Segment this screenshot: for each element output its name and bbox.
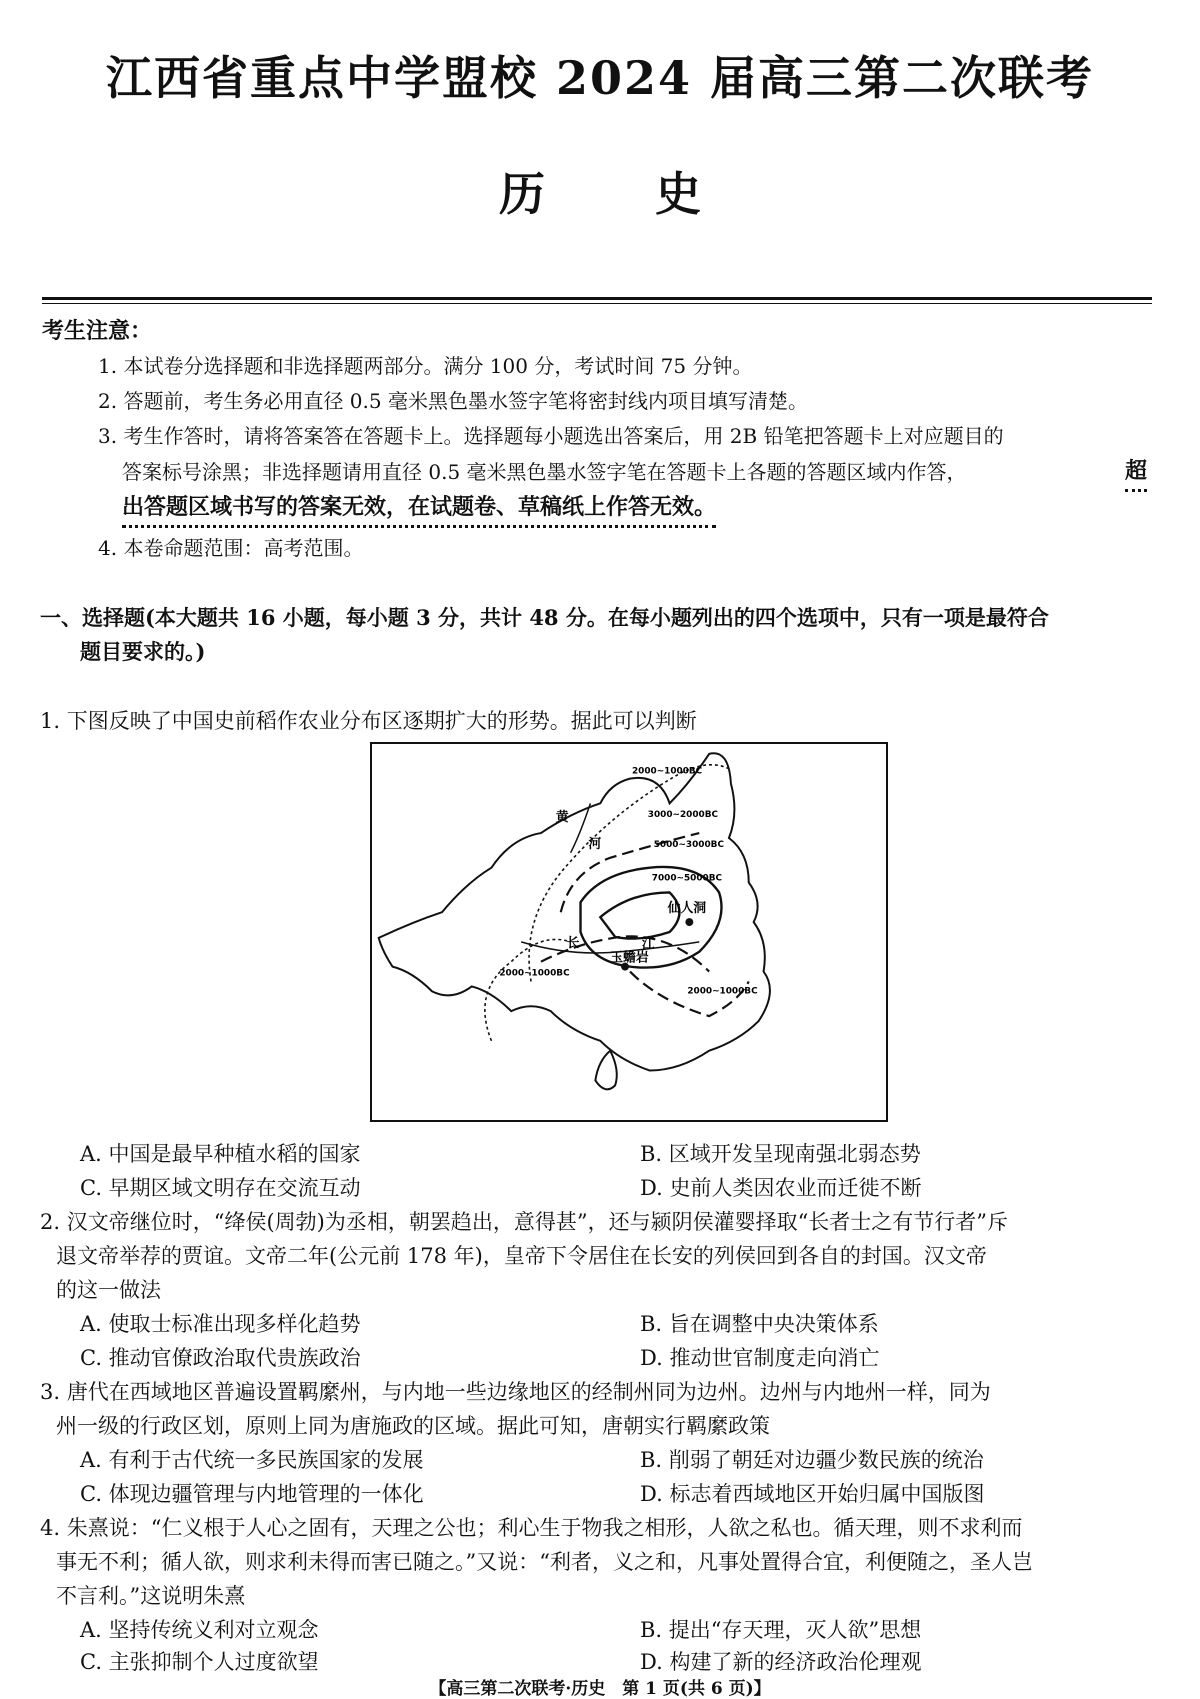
q3-option-b: B. 削弱了朝廷对边疆少数民族的统治: [640, 1448, 984, 1472]
notice-item-3-cont: 答案标号涂黑；非选择题请用直径 0.5 毫米黑色墨水签字笔在答题卡上各题的答题区域内作答，: [122, 460, 967, 484]
notice-emphasis: 出答题区域书写的答案无效，在试题卷、草稿纸上作答无效。: [122, 490, 716, 528]
notice-item-1: 1. 本试卷分选择题和非选择题两部分。满分 100 分，考试时间 75 分钟。: [98, 354, 753, 378]
map-period-2: 3000~2000BC: [647, 810, 719, 821]
question-2-stem-1: 2. 汉文帝继位时，“绛侯(周勃)为丞相，朝罢趋出，意得甚”，还与颍阴侯灌婴择取“长者士之有节行者”斥: [40, 1210, 1009, 1234]
map-svg: [372, 744, 886, 1120]
map-period-6: 2000~1000BC: [687, 986, 758, 997]
q1-option-a: A. 中国是最早种植水稻的国家: [80, 1142, 361, 1166]
q4-option-d: D. 构建了新的经济政治伦理观: [640, 1650, 922, 1674]
exam-subject: 历史: [499, 167, 811, 221]
map-period-5: 2000~1000BC: [499, 968, 570, 979]
q2-option-d: D. 推动世官制度走向消亡: [640, 1346, 880, 1370]
question-2-stem-2: 退文帝举荐的贾谊。文帝二年(公元前 178 年)，皇帝下令居住在长安的列侯回到各自的封国。汉文帝: [56, 1244, 987, 1268]
question-4-stem-3: 不言利。”这说明朱熹: [56, 1584, 246, 1608]
map-label-huang: 黄: [555, 810, 569, 826]
q4-option-a: A. 坚持传统义利对立观念: [80, 1618, 319, 1642]
section-heading: 一、选择题(本大题共 16 小题，每小题 3 分，共计 48 分。在每小题列出的四个选项中，只有一项是最符合: [40, 605, 1049, 630]
q3-option-c: C. 体现边疆管理与内地管理的一体化: [80, 1482, 424, 1506]
question-4-stem-2: 事无不利；循人欲，则求利未得而害已随之。”又说：“利者，义之和，凡事处置得合宜，利便随之，圣人岂: [56, 1550, 1033, 1574]
page-footer: 【高三第二次联考·历史 第 1 页(共 6 页)】: [429, 1679, 771, 1699]
map-label-chang: 长: [566, 935, 580, 951]
q1-option-d: D. 史前人类因农业而迁徙不断: [640, 1176, 922, 1200]
xianrendong-marker: [685, 918, 693, 926]
q3-option-d: D. 标志着西域地区开始归属中国版图: [640, 1482, 985, 1506]
q1-option-c: C. 早期区域文明存在交流互动: [80, 1176, 361, 1200]
map-period-1: 2000~1000BC: [631, 766, 703, 777]
q2-option-b: B. 旨在调整中央决策体系: [640, 1312, 879, 1336]
map-label-yuchanyan: 玉蟾岩: [610, 950, 649, 966]
exam-title: 江西省重点中学盟校 2024 届高三第二次联考: [105, 51, 1095, 105]
question-2-stem-3: 的这一做法: [56, 1278, 161, 1302]
notice-item-2: 2. 答题前，考生务必用直径 0.5 毫米黑色墨水签字笔将密封线内项目填写清楚。: [98, 389, 808, 413]
q4-option-b: B. 提出“存天理，灭人欲”思想: [640, 1618, 922, 1642]
notice-item-4: 4. 本卷命题范围：高考范围。: [98, 536, 364, 560]
map-label-xianrendong: 仙人洞: [667, 901, 707, 917]
map-period-4: 7000~5000BC: [651, 873, 723, 884]
notice-emphasis-start: 超: [1125, 454, 1147, 492]
notice-item-3: 3. 考生作答时，请将答案答在答题卡上。选择题每小题选出答案后，用 2B 铅笔把答题卡上对应题目的: [98, 424, 1004, 448]
map-label-jiang: 江: [641, 936, 655, 952]
header-rule-thick: [42, 297, 1152, 300]
q2-option-c: C. 推动官僚政治取代贵族政治: [80, 1346, 361, 1370]
question-3-stem-1: 3. 唐代在西域地区普遍设置羁縻州，与内地一些边缘地区的经制州同为边州。边州与内地州一样，同为: [40, 1380, 991, 1404]
map-period-3: 5000~3000BC: [653, 839, 724, 850]
header-rule-thin: [42, 303, 1152, 304]
q2-option-a: A. 使取士标准出现多样化趋势: [80, 1312, 361, 1336]
q3-option-a: A. 有利于古代统一多民族国家的发展: [80, 1448, 424, 1472]
question-3-stem-2: 州一级的行政区划，原则上同为唐施政的区域。据此可知，唐朝实行羁縻政策: [56, 1414, 770, 1438]
rice-agriculture-map: [370, 742, 888, 1122]
q4-option-c: C. 主张抑制个人过度欲望: [80, 1650, 319, 1674]
q1-option-b: B. 区域开发呈现南强北弱态势: [640, 1142, 921, 1166]
map-label-he: 河: [588, 836, 602, 852]
question-4-stem-1: 4. 朱熹说：“仁义根于人心之固有，天理之公也；利心生于物我之相形，人欲之私也。循天理，则不求利而: [40, 1516, 1023, 1540]
notice-heading: 考生注意：: [42, 318, 153, 344]
question-1-stem: 1. 下图反映了中国史前稻作农业分布区逐期扩大的形势。据此可以判断: [40, 709, 697, 733]
section-heading-cont: 题目要求的。): [80, 639, 206, 664]
